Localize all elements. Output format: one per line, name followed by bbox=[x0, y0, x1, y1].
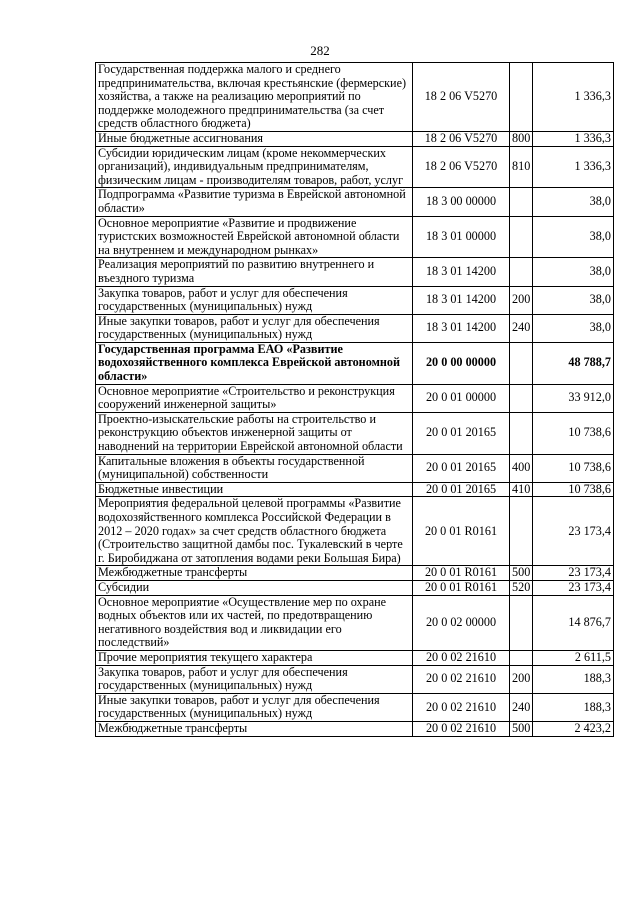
row-sum-cell: 10 738,6 bbox=[533, 454, 614, 482]
row-code-cell: 20 0 01 R0161 bbox=[413, 580, 510, 595]
table-row bbox=[96, 412, 614, 454]
budget-table-body bbox=[96, 63, 614, 737]
row-name-cell: Мероприятия федеральной целевой программы «Развитие водохозяйственного комплекса Российской Федерации в 2012 – 2020 годах» за счет средств областного бюджета (Строительство защитной дамбы пос. Тукалевский в черте г. Биробиджана от затопления водами реки Большая Бира) bbox=[96, 497, 413, 566]
row-sum-cell: 23 173,4 bbox=[533, 497, 614, 566]
row-sum-cell: 2 611,5 bbox=[533, 650, 614, 665]
row-name-cell: Межбюджетные трансферты bbox=[96, 721, 413, 736]
row-expense-type-cell: 240 bbox=[510, 693, 533, 721]
row-code-cell: 20 0 02 21610 bbox=[413, 650, 510, 665]
row-name-cell: Иные закупки товаров, работ и услуг для обеспечения государственных (муниципальных) нужд bbox=[96, 693, 413, 721]
row-code-cell: 20 0 01 20165 bbox=[413, 482, 510, 497]
row-expense-type-cell bbox=[510, 258, 533, 286]
row-sum-cell: 33 912,0 bbox=[533, 384, 614, 412]
row-sum-cell: 14 876,7 bbox=[533, 595, 614, 650]
row-sum-cell: 1 336,3 bbox=[533, 131, 614, 146]
row-code-cell: 20 0 02 00000 bbox=[413, 595, 510, 650]
row-sum-cell: 38,0 bbox=[533, 258, 614, 286]
row-code-cell: 18 3 01 00000 bbox=[413, 216, 510, 258]
row-code-cell: 18 3 01 14200 bbox=[413, 258, 510, 286]
row-code-cell: 20 0 01 20165 bbox=[413, 412, 510, 454]
row-name-cell: Капитальные вложения в объекты государственной (муниципальной) собственности bbox=[96, 454, 413, 482]
row-name-cell: Межбюджетные трансферты bbox=[96, 566, 413, 581]
row-expense-type-cell: 800 bbox=[510, 131, 533, 146]
row-name-cell: Иные бюджетные ассигнования bbox=[96, 131, 413, 146]
row-code-cell: 20 0 01 R0161 bbox=[413, 497, 510, 566]
row-sum-cell: 38,0 bbox=[533, 216, 614, 258]
row-expense-type-cell: 200 bbox=[510, 286, 533, 314]
row-expense-type-cell: 520 bbox=[510, 580, 533, 595]
row-name-cell: Субсидии bbox=[96, 580, 413, 595]
row-name-cell: Иные закупки товаров, работ и услуг для обеспечения государственных (муниципальных) нужд bbox=[96, 314, 413, 342]
row-sum-cell: 10 738,6 bbox=[533, 412, 614, 454]
row-expense-type-cell: 500 bbox=[510, 566, 533, 581]
row-code-cell: 18 2 06 V5270 bbox=[413, 131, 510, 146]
row-expense-type-cell bbox=[510, 63, 533, 132]
table-row bbox=[96, 665, 614, 693]
row-expense-type-cell: 400 bbox=[510, 454, 533, 482]
row-expense-type-cell bbox=[510, 384, 533, 412]
row-code-cell: 18 2 06 V5270 bbox=[413, 63, 510, 132]
row-expense-type-cell bbox=[510, 342, 533, 384]
row-name-cell: Бюджетные инвестиции bbox=[96, 482, 413, 497]
row-sum-cell: 23 173,4 bbox=[533, 580, 614, 595]
table-row bbox=[96, 482, 614, 497]
row-name-cell: Закупка товаров, работ и услуг для обеспечения государственных (муниципальных) нужд bbox=[96, 665, 413, 693]
table-row bbox=[96, 454, 614, 482]
row-name-cell: Закупка товаров, работ и услуг для обеспечения государственных (муниципальных) нужд bbox=[96, 286, 413, 314]
row-expense-type-cell bbox=[510, 216, 533, 258]
row-code-cell: 18 3 01 14200 bbox=[413, 286, 510, 314]
row-name-cell: Подпрограмма «Развитие туризма в Еврейской автономной области» bbox=[96, 188, 413, 216]
row-name-cell: Государственная поддержка малого и среднего предпринимательства, включая крестьянские (фермерские) хозяйства, а также на реализацию мероприятий по поддержке молодежного предпринимательства (за счет средств областного бюджета) bbox=[96, 63, 413, 132]
row-code-cell: 18 3 01 14200 bbox=[413, 314, 510, 342]
row-code-cell: 20 0 01 R0161 bbox=[413, 566, 510, 581]
row-expense-type-cell bbox=[510, 497, 533, 566]
row-sum-cell: 23 173,4 bbox=[533, 566, 614, 581]
row-expense-type-cell: 810 bbox=[510, 146, 533, 188]
row-sum-cell: 48 788,7 bbox=[533, 342, 614, 384]
table-row bbox=[96, 131, 614, 146]
row-sum-cell: 38,0 bbox=[533, 188, 614, 216]
row-code-cell: 20 0 00 00000 bbox=[413, 342, 510, 384]
table-row bbox=[96, 188, 614, 216]
row-code-cell: 18 2 06 V5270 bbox=[413, 146, 510, 188]
table-row bbox=[96, 580, 614, 595]
row-code-cell: 20 0 02 21610 bbox=[413, 693, 510, 721]
row-sum-cell: 1 336,3 bbox=[533, 63, 614, 132]
row-name-cell: Субсидии юридическим лицам (кроме некоммерческих организаций), индивидуальным предпринимателям, физическим лицам - производителям товаров, работ, услуг bbox=[96, 146, 413, 188]
row-expense-type-cell: 410 bbox=[510, 482, 533, 497]
table-row bbox=[96, 342, 614, 384]
table-row bbox=[96, 721, 614, 736]
table-row bbox=[96, 595, 614, 650]
table-row bbox=[96, 566, 614, 581]
row-sum-cell: 38,0 bbox=[533, 286, 614, 314]
row-expense-type-cell bbox=[510, 595, 533, 650]
page-number: 282 bbox=[310, 43, 330, 58]
row-expense-type-cell: 200 bbox=[510, 665, 533, 693]
table-row bbox=[96, 286, 614, 314]
row-sum-cell: 1 336,3 bbox=[533, 146, 614, 188]
row-expense-type-cell: 240 bbox=[510, 314, 533, 342]
row-name-cell: Основное мероприятие «Строительство и реконструкция сооружений инженерной защиты» bbox=[96, 384, 413, 412]
table-row bbox=[96, 650, 614, 665]
row-expense-type-cell: 500 bbox=[510, 721, 533, 736]
table-row bbox=[96, 216, 614, 258]
table-row bbox=[96, 258, 614, 286]
row-code-cell: 20 0 02 21610 bbox=[413, 665, 510, 693]
row-code-cell: 20 0 01 00000 bbox=[413, 384, 510, 412]
row-name-cell: Основное мероприятие «Развитие и продвижение туристских возможностей Еврейской автономной области на внутреннем и международном рынках» bbox=[96, 216, 413, 258]
row-name-cell: Проектно-изыскательские работы на строительство и реконструкцию объектов инженерной защиты от наводнений на территории Еврейской автономной области bbox=[96, 412, 413, 454]
row-name-cell: Прочие мероприятия текущего характера bbox=[96, 650, 413, 665]
row-sum-cell: 188,3 bbox=[533, 665, 614, 693]
row-sum-cell: 2 423,2 bbox=[533, 721, 614, 736]
row-name-cell: Реализация мероприятий по развитию внутреннего и въездного туризма bbox=[96, 258, 413, 286]
row-name-cell: Государственная программа ЕАО «Развитие водохозяйственного комплекса Еврейской автономной области» bbox=[96, 342, 413, 384]
row-sum-cell: 10 738,6 bbox=[533, 482, 614, 497]
budget-table bbox=[95, 62, 614, 737]
table-row bbox=[96, 63, 614, 132]
row-expense-type-cell bbox=[510, 412, 533, 454]
row-sum-cell: 188,3 bbox=[533, 693, 614, 721]
row-name-cell: Основное мероприятие «Осуществление мер по охране водных объектов или их частей, по предотвращению негативного воздействия вод и ликвидации его последствий» bbox=[96, 595, 413, 650]
row-expense-type-cell bbox=[510, 188, 533, 216]
row-sum-cell: 38,0 bbox=[533, 314, 614, 342]
table-row bbox=[96, 314, 614, 342]
row-code-cell: 20 0 01 20165 bbox=[413, 454, 510, 482]
table-row bbox=[96, 384, 614, 412]
table-row bbox=[96, 497, 614, 566]
row-code-cell: 20 0 02 21610 bbox=[413, 721, 510, 736]
row-expense-type-cell bbox=[510, 650, 533, 665]
table-row bbox=[96, 146, 614, 188]
row-code-cell: 18 3 00 00000 bbox=[413, 188, 510, 216]
table-row bbox=[96, 693, 614, 721]
